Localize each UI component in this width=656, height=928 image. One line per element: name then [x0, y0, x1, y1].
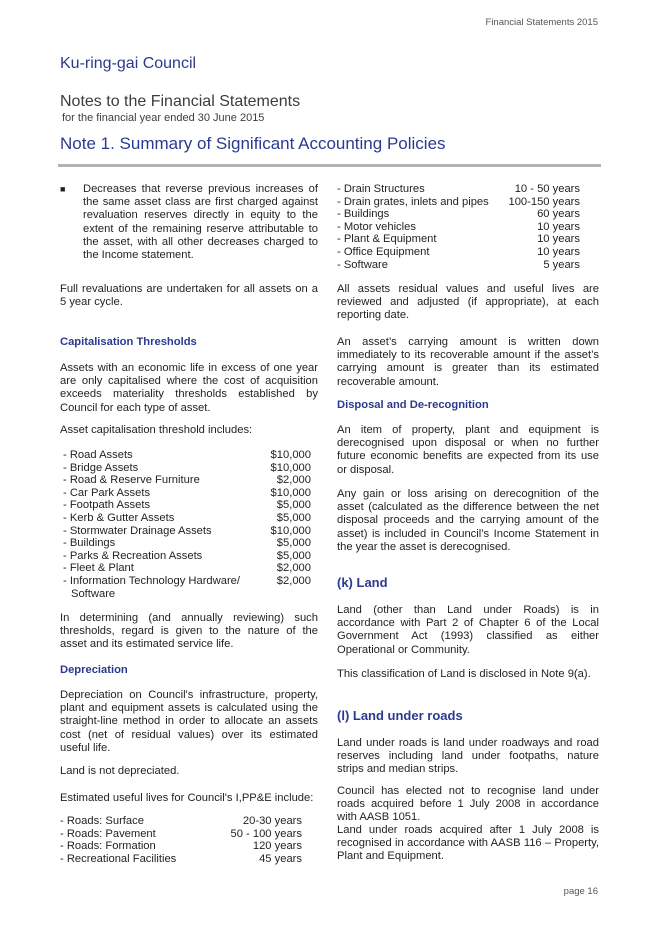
gain-loss-paragraph: Any gain or loss arising on derecognition of the asset (calculated as the difference between the net disposal proceeds and the carrying amount of the asset) is included in Council’s Income Statement in the year the asset is derecognised. [337, 488, 599, 553]
note-title: Note 1. Summary of Significant Accounting Policies [60, 134, 446, 153]
revaluation-paragraph: Full revaluations are undertaken for all assets on a 5 year cycle. [60, 283, 318, 309]
capitalisation-heading: Capitalisation Thresholds [60, 336, 197, 348]
land-heading: (k) Land [337, 575, 388, 590]
list-item: - Road & Reserve Furniture $2,000 [63, 474, 311, 487]
list-item: - Car Park Assets $10,000 [63, 486, 311, 499]
list-item: - Footpath Assets $5,000 [63, 499, 311, 512]
page-number: page 16 [563, 886, 598, 897]
depreciation-paragraph: Depreciation on Council's infrastructure, property, plant and equipment assets is calculated using the straight-line method in order to allocate an assets cost (net of residual values) over its estimated useful life. [60, 689, 318, 754]
list-item: - Buildings 60 years [337, 208, 580, 221]
threshold-list [60, 449, 311, 600]
notes-title: Notes to the Financial Statements [60, 93, 301, 110]
list-item: - Roads: Pavement 50 - 100 years [60, 827, 302, 840]
list-item: - Motor vehicles 10 years [337, 220, 580, 233]
list-item: - Office Equipment 10 years [337, 245, 580, 258]
period-subtitle: for the financial year ended 30 June 2015 [62, 112, 265, 124]
determining-paragraph: In determining (and annually reviewing) such thresholds, regard is given to the nature of the asset and its estimated service life. [60, 612, 318, 651]
bullet-text: Decreases that reverse previous increases of the same asset class are first charged against revaluation reserves directly in equity to the extent of the remaining reserve attributable to the asset, with all other decreases charged to the Income statement. [83, 183, 318, 262]
list-item: - Parks & Recreation Assets $5,000 [63, 549, 311, 562]
list-item: - Roads: Surface 20-30 years [60, 815, 302, 827]
land-under-roads-paragraph-3: Land under roads acquired after 1 July 2008 is recognised in accordance with AASB 116 – Property, Plant and Equipment. [337, 824, 599, 863]
list-item: - Software 5 years [337, 258, 580, 271]
list-item: - Plant & Equipment 10 years [337, 233, 580, 246]
land-under-roads-heading: (l) Land under roads [337, 708, 463, 723]
organisation-name: Ku-ring-gai Council [60, 55, 197, 72]
land-not-depreciated: Land is not depreciated. [60, 765, 180, 777]
list-item: - Drain Structures 10 - 50 years [337, 183, 580, 195]
depreciation-heading: Depreciation [60, 664, 128, 676]
disposal-paragraph: An item of property, plant and equipment is derecognised upon disposal or when no further future economic benefits are expected from its use or disposal. [337, 424, 599, 476]
list-item: - Drain grates, inlets and pipes 100-150 years [337, 195, 580, 208]
list-item: - Roads: Formation 120 years [60, 840, 302, 853]
threshold-intro: Asset capitalisation threshold includes: [60, 424, 253, 436]
land-classification-paragraph: This classification of Land is disclosed in Note 9(a). [337, 668, 591, 680]
list-item: - Information Technology Hardware/ Software $2,000 [63, 574, 311, 600]
land-paragraph: Land (other than Land under Roads) is in accordance with Part 2 of Chapter 6 of the Local Government Act (1993) classified as either Operational or Community. [337, 604, 599, 656]
list-item: - Fleet & Plant $2,000 [63, 562, 311, 575]
useful-lives-intro: Estimated useful lives for Council's I,PP&E include: [60, 792, 314, 804]
useful-lives-list-left [60, 815, 302, 865]
useful-lives-list-right [337, 183, 580, 271]
bullet-square-icon: ■ [60, 184, 66, 194]
carrying-amount-paragraph: An asset’s carrying amount is written down immediately to its recoverable amount if the asset’s carrying amount is greater than its estimated recoverable amount. [337, 336, 599, 388]
list-item: - Buildings $5,000 [63, 537, 311, 550]
list-item: - Kerb & Gutter Assets $5,000 [63, 511, 311, 524]
title-divider [58, 164, 601, 167]
list-item: - Recreational Facilities 45 years [60, 852, 302, 865]
capitalisation-paragraph: Assets with an economic life in excess of one year are only capitalised where the cost of acquisition exceeds materiality thresholds established by Council for each type of asset. [60, 362, 318, 414]
land-under-roads-paragraph-2: Council has elected not to recognise land under roads acquired before 1 July 2008 in accordance with AASB 1051. [337, 785, 599, 824]
residual-paragraph: All assets residual values and useful lives are reviewed and adjusted (if appropriate), at each reporting date. [337, 283, 599, 322]
disposal-heading: Disposal and De-recognition [337, 399, 489, 411]
list-item: - Road Assets $10,000 [63, 449, 311, 461]
list-item: - Bridge Assets $10,000 [63, 461, 311, 474]
running-header: Financial Statements 2015 [485, 17, 598, 28]
list-item: - Stormwater Drainage Assets $10,000 [63, 524, 311, 537]
bullet-item [60, 183, 318, 262]
land-under-roads-paragraph-1: Land under roads is land under roadways and road reserves including land under footpaths, nature strips and median strips. [337, 737, 599, 776]
